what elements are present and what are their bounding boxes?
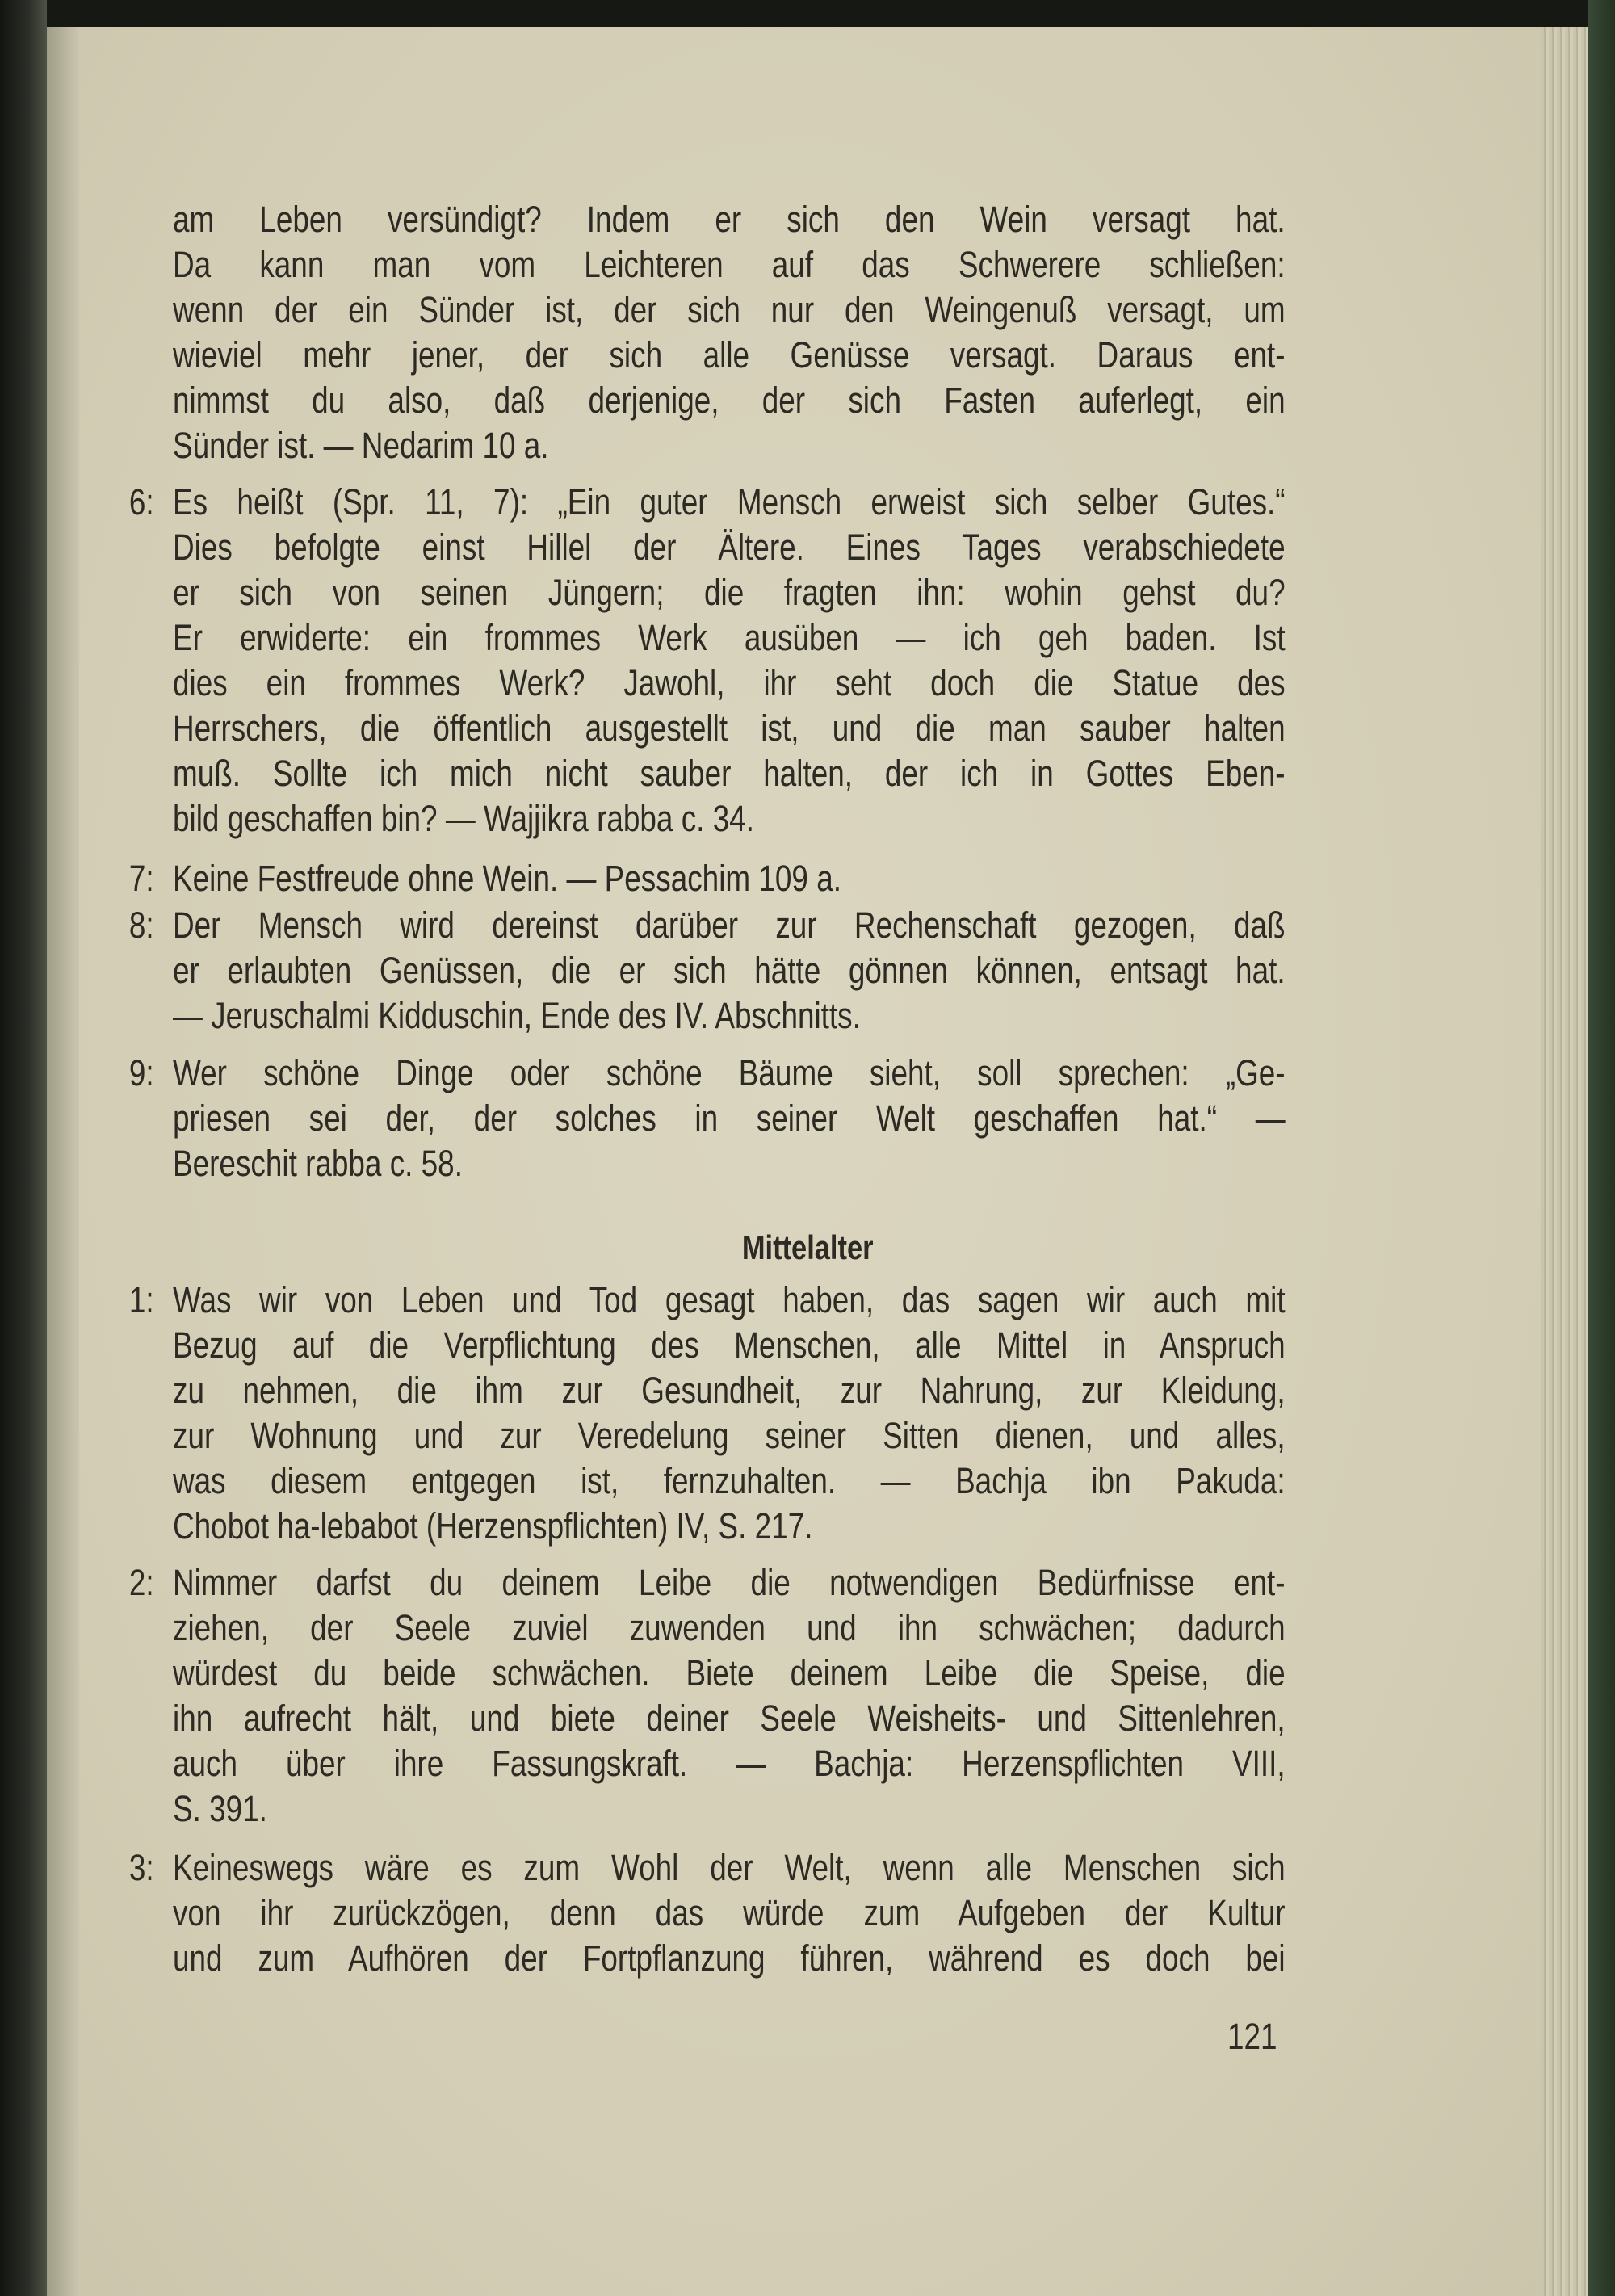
text-line: Bereschit rabba c. 58. <box>173 1143 463 1184</box>
text-line: wieviel mehr jener, der sich alle Genüsse versagt. Daraus ent- <box>173 334 1286 376</box>
text-line: er sich von seinen Jüngern; die fragten ihn: wohin gehst du? <box>173 572 1286 613</box>
book-cover-right <box>1588 0 1615 2296</box>
page-edges-right <box>1541 27 1588 2296</box>
section-heading-text: Mittelalter <box>741 1228 874 1266</box>
text-line: ihn aufrecht hält, und biete deiner Seele Weisheits- und Sittenlehren, <box>173 1698 1286 1739</box>
paragraph-number: 9: <box>128 1052 154 1093</box>
text-line: Es heißt (Spr. 11, 7): „Ein guter Mensch erweist sich selber Gutes.“ <box>173 481 1286 523</box>
paragraph-number: 2: <box>128 1562 154 1603</box>
paragraph <box>128 1560 1286 1832</box>
book-binding-left <box>0 0 47 2296</box>
text-line: muß. Sollte ich mich nicht sauber halten, der ich in Gottes Eben- <box>173 753 1286 794</box>
text-line: Da kann man vom Leichteren auf das Schwerere schließen: <box>173 244 1286 285</box>
text-line: zur Wohnung und zur Veredelung seiner Sitten dienen, und alles, <box>173 1415 1286 1456</box>
paragraph <box>173 197 1286 468</box>
text-line: Er erwiderte: ein frommes Werk ausüben — ich geh baden. Ist <box>173 617 1286 658</box>
text-line: Sünder ist. — Nedarim 10 a. <box>173 425 549 466</box>
paragraph <box>128 903 1286 1039</box>
text-line: Herrschers, die öffentlich ausgestellt ist, und die man sauber halten <box>173 707 1286 749</box>
text-line: wenn der ein Sünder ist, der sich nur den Weingenuß versagt, um <box>173 289 1286 330</box>
text-line: priesen sei der, der solches in seiner Welt geschaffen hat.“ — <box>173 1098 1286 1139</box>
text-line: S. 391. <box>173 1788 267 1829</box>
text-line: ziehen, der Seele zuviel zuwenden und ihn schwächen; dadurch <box>173 1607 1286 1648</box>
text-line: würdest du beide schwächen. Biete deinem Leibe die Speise, die <box>173 1652 1286 1694</box>
paragraph-number: 6: <box>128 481 154 523</box>
text-line: Keine Festfreude ohne Wein. — Pessachim 109 a. <box>173 858 841 899</box>
text-line: zu nehmen, die ihm zur Gesundheit, zur Nahrung, zur Kleidung, <box>173 1370 1286 1411</box>
page-gutter-shadow <box>47 27 79 2296</box>
scan-border-top <box>0 0 1615 27</box>
text-line: Wer schöne Dinge oder schöne Bäume sieht, soll sprechen: „Ge- <box>173 1052 1286 1093</box>
paragraph-number: 7: <box>128 858 154 899</box>
text-line: dies ein frommes Werk? Jawohl, ihr seht doch die Statue des <box>173 662 1286 703</box>
paragraph <box>128 480 1286 842</box>
text-line: am Leben versündigt? Indem er sich den Wein versagt hat. <box>173 199 1286 240</box>
text-line: Was wir von Leben und Tod gesagt haben, das sagen wir auch mit <box>173 1279 1286 1320</box>
text-line: und zum Aufhören der Fortpflanzung führen, während es doch bei <box>173 1937 1286 1979</box>
text-line: bild geschaffen bin? — Wajjikra rabba c. 34. <box>173 798 754 839</box>
text-line: auch über ihre Fassungskraft. — Bachja: Herzenspflichten VIII, <box>173 1743 1286 1784</box>
paragraph-number: 3: <box>128 1847 154 1888</box>
paragraph-number: 8: <box>128 905 154 946</box>
page-number: 121 <box>1227 2016 1277 2057</box>
paragraph <box>128 856 1286 901</box>
text-line: — Jeruschalmi Kidduschin, Ende des IV. Abschnitts. <box>173 995 861 1036</box>
text-line: Chobot ha-lebabot (Herzenspflichten) IV, S. 217. <box>173 1505 813 1547</box>
text-line: was diesem entgegen ist, fernzuhalten. — Bachja ibn Pakuda: <box>173 1460 1286 1501</box>
text-line: Der Mensch wird dereinst darüber zur Rechenschaft gezogen, daß <box>173 905 1286 946</box>
paragraph <box>128 1051 1286 1186</box>
text-line: Nimmer darfst du deinem Leibe die notwendigen Bedürfnisse ent- <box>173 1562 1286 1603</box>
section-heading <box>0 1225 1615 1270</box>
text-line: Bezug auf die Verpflichtung des Menschen, alle Mittel in Anspruch <box>173 1324 1286 1366</box>
paragraph <box>128 1278 1286 1549</box>
text-line: er erlaubten Genüssen, die er sich hätte gönnen können, entsagt hat. <box>173 950 1286 991</box>
text-line: von ihr zurückzögen, denn das würde zum Aufgeben der Kultur <box>173 1892 1286 1933</box>
text-line: Keineswegs wäre es zum Wohl der Welt, wenn alle Menschen sich <box>173 1847 1286 1888</box>
paragraph-number: 1: <box>128 1279 154 1320</box>
text-line: Dies befolgte einst Hillel der Ältere. Eines Tages verabschiedete <box>173 527 1286 568</box>
text-line: nimmst du also, daß derjenige, der sich Fasten auferlegt, ein <box>173 380 1286 421</box>
paragraph <box>128 1845 1286 1981</box>
